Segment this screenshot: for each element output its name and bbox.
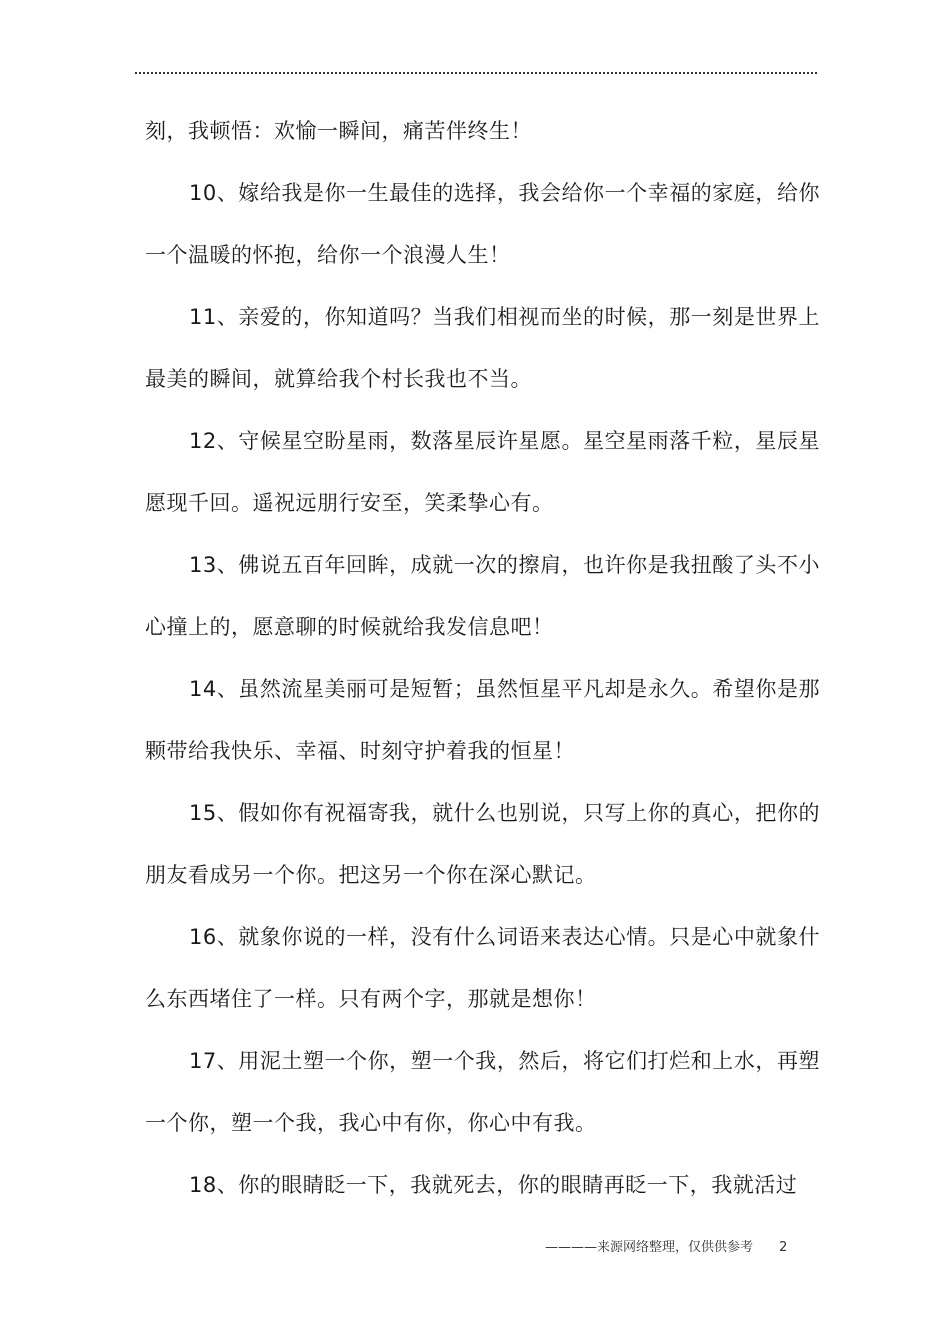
- header-dotted-rule: [135, 72, 817, 74]
- paragraph-item-12: 12、守候星空盼星雨，数落星辰许星愿。星空星雨落千粒，星辰星愿现千回。遥祝远朋行安至，笑柔挚心有。: [145, 429, 820, 515]
- paragraph-item-11: 11、亲爱的，你知道吗？当我们相视而坐的时候，那一刻是世界上最美的瞬间，就算给我个村长我也不当。: [145, 305, 820, 391]
- paragraph-item-17: 17、用泥土塑一个你，塑一个我，然后，将它们打烂和上水，再塑一个你，塑一个我，我心中有你，你心中有我。: [145, 1049, 820, 1135]
- paragraph-item-14: 14、虽然流星美丽可是短暂；虽然恒星平凡却是永久。希望你是那颗带给我快乐、幸福、时刻守护着我的恒星！: [145, 677, 820, 763]
- document-body: [145, 100, 820, 1216]
- page-footer: [545, 1236, 787, 1255]
- paragraph-continuation: 刻，我顿悟：欢愉一瞬间，痛苦伴终生！: [145, 119, 532, 143]
- paragraph-item-13: 13、佛说五百年回眸，成就一次的擦肩，也许你是我扭酸了头不小心撞上的，愿意聊的时候就给我发信息吧！: [145, 553, 820, 639]
- paragraph-item-10: 10、嫁给我是你一生最佳的选择，我会给你一个幸福的家庭，给你一个温暖的怀抱，给你一个浪漫人生！: [145, 181, 820, 267]
- paragraph-item-15: 15、假如你有祝福寄我，就什么也别说，只写上你的真心，把你的朋友看成另一个你。把这另一个你在深心默记。: [145, 801, 820, 887]
- footer-source-note: ————来源网络整理，仅供供参考: [545, 1240, 754, 1255]
- page-number: 2: [779, 1240, 788, 1255]
- paragraph-item-16: 16、就象你说的一样，没有什么词语来表达心情。只是心中就象什么东西堵住了一样。只有两个字，那就是想你！: [145, 925, 820, 1011]
- paragraph-item-18: 18、你的眼睛眨一下，我就死去，你的眼睛再眨一下，我就活过: [189, 1173, 798, 1197]
